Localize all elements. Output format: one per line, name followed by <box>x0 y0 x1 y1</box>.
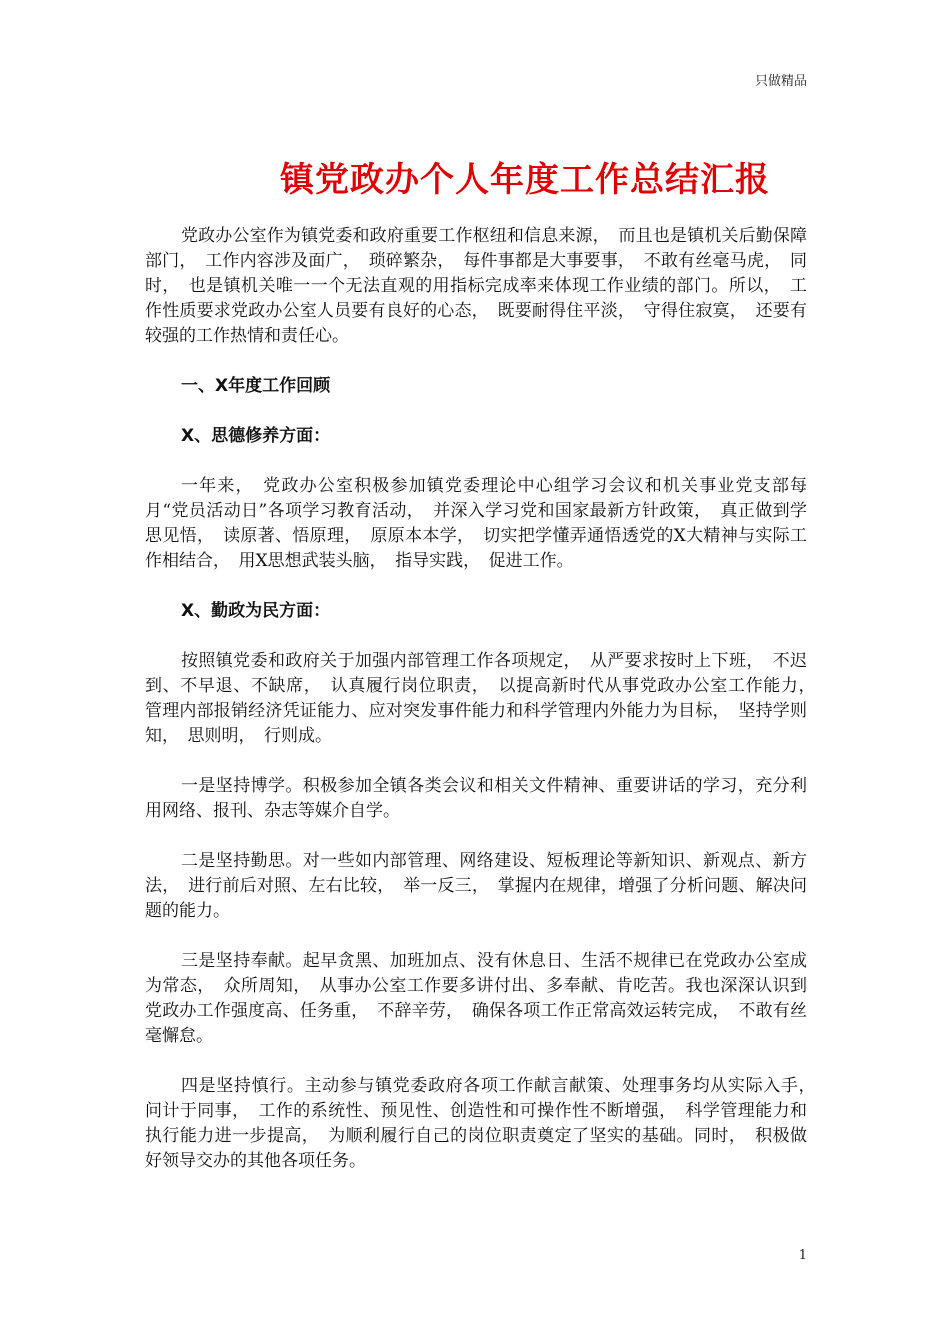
page-number: 1 <box>798 1248 807 1263</box>
intro-paragraph: 党政办公室作为镇党委和政府重要工作枢纽和信息来源， 而且也是镇机关后勤保障部门， 工作内容涉及面广， 琐碎繁杂， 每件事都是大事要事， 不敢有丝毫马虎， 同时， 也是镇机关唯一一个无法直观的用指标完成率来体现工作业绩的部门。所以， 工作性质要求党政办公室人员要有良好的心态， 既要耐得住平淡， 守得住寂寞， 还要有较强的工作热情和责任心。 <box>145 226 807 346</box>
header-mark: 只做精品 <box>754 74 807 89</box>
subheading-diligence: X、勤政为民方面： <box>181 601 331 621</box>
diligence-paragraph: 按照镇党委和政府关于加强内部管理工作各项规定， 从严要求按时上下班， 不迟到、不早退、不缺席， 认真履行岗位职责， 以提高新时代从事党政办公室工作能力， 管理内部报销经济凭证能力、应对突发事件能力和科学管理内外能力为目标， 坚持学则知， 思则明， 行则成。 <box>145 651 824 746</box>
point-one-paragraph: 一是坚持博学。积极参加全镇各类会议和相关文件精神、重要讲话的学习，充分利用网络、报刊、杂志等媒介自学。 <box>145 776 807 821</box>
subheading-moral: X、思德修养方面： <box>181 426 331 446</box>
point-three-paragraph: 三是坚持奉献。起早贪黑、加班加点、没有休息日、生活不规律已在党政办公室成为常态， 众所周知， 从事办公室工作要多讲付出、多奉献、肯吃苦。我也深深认识到党政办工作强度高、任务重， 不辞辛劳， 确保各项工作正常高效运转完成， 不敢有丝毫懈怠。 <box>145 951 807 1046</box>
point-two-paragraph: 二是坚持勤思。对一些如内部管理、网络建设、短板理论等新知识、新观点、新方法， 进行前后对照、左右比较， 举一反三， 掌握内在规律，增强了分析问题、解决问题的能力。 <box>145 851 807 921</box>
document-body <box>145 224 824 1199</box>
point-four-paragraph: 四是坚持慎行。主动参与镇党委政府各项工作献言献策、处理事务均从实际入手， 问计于同事， 工作的系统性、预见性、创造性和可操作性不断增强， 科学管理能力和执行能力进一步提高， 为顺利履行自己的岗位职责奠定了坚实的基础。同时， 积极做好领导交办的其他各项任务。 <box>145 1076 824 1171</box>
moral-paragraph: 一年来， 党政办公室积极参加镇党委理论中心组学习会议和机关事业党支部每月“党员活动日”各项学习教育活动， 并深入学习党和国家最新方针政策， 真正做到学思见悟， 读原著、悟原理， 原原本本学， 切实把学懂弄通悟透党的X大精神与实际工作相结合， 用X思想武装头脑， 指导实践， 促进工作。 <box>145 476 807 571</box>
section-heading-review: 一、X年度工作回顾 <box>181 376 331 396</box>
document-title: 镇党政办个人年度工作总结汇报 <box>280 160 770 200</box>
